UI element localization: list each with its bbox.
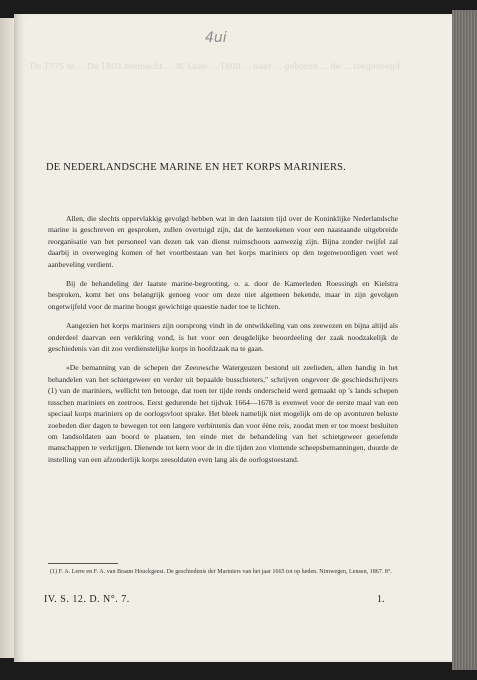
footnote: (1) F. A. Lerre en F. A. van Braam Houckgeest. De geschiedenis der Mariniers van het jaar 1665 tot op heden. Nimwegen, Lensen, 1867. 8°. xyxy=(50,569,392,575)
page-stack-edge xyxy=(452,10,477,670)
article-title: DE NEDERLANDSCHE MARINE EN HET KORPS MARINIERS. xyxy=(46,162,347,173)
paragraph: Allen, die slechts oppervlakkig gevolgd hebben wat in den laatsten tijd over de Koninklijke Nederlandsche marine is geschreven en gesproken, zullen overtuigd zijn, dat de kenteekenen voor een naastaande uitgebreide reorganisatie van het personeel van dezen tak van dienst ruimschoots aanwezig zijn. Bijna zonder twijfel zal daarbij in overweging komen of het voortbestaan van het korps mariniers op den tegenwoordigen voet wel aanbeveling verdient. xyxy=(48,214,398,269)
paragraph: Aangezien het korps mariniers zijn oorsprong vindt in de ontwikkeling van ons zeewezen en bijna altijd als onderdeel daarvan een verkkring vond, is het voor een deugdelijke beoordeeling der zaak noodzakelijk de geschiedenis van dit zoo verdienstelijke korps in hoofdzaak na te gaan. xyxy=(48,321,398,354)
paragraph: Bij de behandeling der laatste marine-begrooting, o. a. door de Kamerleden Roessingh en Kielstra besproken, komt het ons belangrijk genoeg voor om deze niet algemeen bekende, maar in zijn gevolgen ongetwijfeld voor de marine hoogst gewichtige quaestie nader toe te lichten. xyxy=(48,279,398,311)
signature-mark: IV. S. 12. D. N°. 7. xyxy=(44,594,130,605)
bleed-through-text: De 1775 te ... De 1803 zeemacht ... W. Lane ... 1800 ... naar ... geboren ... de ... toegevoegd xyxy=(30,62,401,71)
page-number: 1. xyxy=(377,594,385,605)
footnote-rule xyxy=(48,563,118,564)
left-page-edge xyxy=(0,18,14,658)
paragraph: »De bemanning van de schepen der Zeeuwsche Watergeuzen bestond uit zeelieden, allen handig in het behandelen van het schietgeweer en verder uit bepaalde busschieters," schrijven ongeveer de geschiedschrijvers (1) van de mariniers, wellicht ten betooge, dat toen ter tijde reeds onderscheid werd gemaakt op 's lands schepen tusschen mariniers en zeetroos. Eerst gedurende het tijdvak 1664—1678 is evenwel voor de eerste maal van een speciaal korps mariniers op de oorlogsvloot sprake. Het bleek namelijk niet mogelijk om de op avonturen beluste zoebeden dier dagen te bewegen tot een langere verbintenis dan voor éène reis, zoodat men er toe moest besluiten om landsoldaten aan boord te plaatsen, ten einde met de behandeling van het schietgeweer geoefende manschappen te verkrijgen. Dienende tot kern voor de in die tijden zoo vlottende scheepsbemanningen, duurde de instelling van een afzonderlijk korps zeesoldaten even lang als de oorlogstoestand. xyxy=(48,363,398,464)
article-body xyxy=(48,213,398,473)
handwritten-folio-mark: 4ui xyxy=(205,30,227,46)
